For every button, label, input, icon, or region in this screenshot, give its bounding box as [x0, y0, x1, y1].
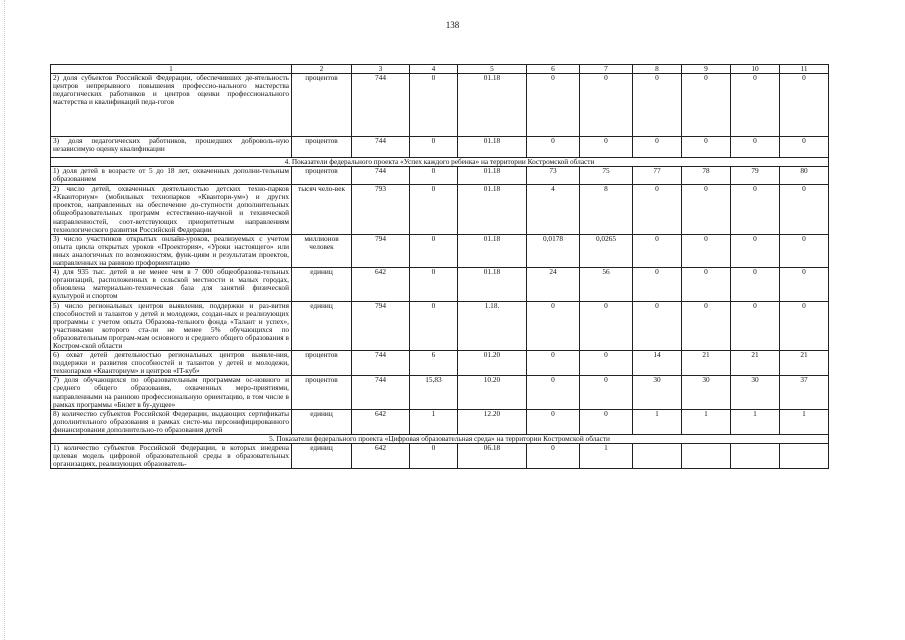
table-row [51, 301, 829, 351]
value-cell: 0 [410, 268, 458, 301]
value-cell: 30 [731, 376, 780, 409]
value-cell: 744 [352, 351, 410, 376]
value-cell: 56 [580, 268, 633, 301]
indicator-name-cell: 6) охват детей деятельностью региональных центров выявле-ния, поддержки и развития способностей и талантов у детей и молодежи, технопарков «Кванториум» и центров «IT-куб» [51, 351, 292, 376]
value-cell: 744 [352, 376, 410, 409]
value-cell: 0 [682, 137, 731, 158]
value-cell: 0 [410, 444, 458, 469]
value-cell: 06.18 [458, 444, 527, 469]
value-cell: 0 [527, 74, 580, 137]
value-cell: 21 [731, 351, 780, 376]
value-cell: 78 [682, 167, 731, 185]
value-cell: 642 [352, 444, 410, 469]
value-cell: 642 [352, 409, 410, 434]
value-cell: 8 [580, 185, 633, 235]
table-row [51, 351, 829, 376]
value-cell: 793 [352, 185, 410, 235]
table-row [51, 234, 829, 267]
unit-cell: миллионов человек [292, 234, 352, 267]
value-cell: 1 [780, 409, 829, 434]
indicator-name-cell: 1) доля детей в возрасте от 5 до 18 лет, охваченных дополни-тельным образованием [51, 167, 292, 185]
value-cell: 0 [682, 185, 731, 235]
value-cell: 0 [731, 268, 780, 301]
table-row [51, 74, 829, 137]
table-row [51, 376, 829, 409]
value-cell: 0 [410, 137, 458, 158]
header-cell: 8 [633, 65, 682, 74]
header-cell: 11 [780, 65, 829, 74]
value-cell [780, 444, 829, 469]
value-cell: 0 [633, 185, 682, 235]
value-cell: 80 [780, 167, 829, 185]
value-cell: 0,0178 [527, 234, 580, 267]
value-cell: 0 [410, 74, 458, 137]
value-cell: 642 [352, 268, 410, 301]
value-cell: 0 [780, 185, 829, 235]
value-cell: 0 [527, 409, 580, 434]
table-body [51, 65, 829, 469]
value-cell: 0 [780, 137, 829, 158]
indicator-name-cell: 4) для 935 тыс. детей в не менее чем в 7 000 общеобразова-тельных организаций, расположенных в сельской местности и малых городах, обновлена материально-техническая база для занятий физической культурой и спортом [51, 268, 292, 301]
value-cell: 01.18 [458, 185, 527, 235]
value-cell: 1 [580, 444, 633, 469]
value-cell: 0 [410, 185, 458, 235]
value-cell: 794 [352, 301, 410, 351]
scan-edge [4, 0, 7, 640]
value-cell: 0 [410, 167, 458, 185]
unit-cell: единиц [292, 444, 352, 469]
value-cell: 0 [633, 137, 682, 158]
value-cell: 0 [580, 74, 633, 137]
value-cell [731, 444, 780, 469]
value-cell: 0 [780, 268, 829, 301]
value-cell: 75 [580, 167, 633, 185]
value-cell: 0 [731, 234, 780, 267]
value-cell: 21 [780, 351, 829, 376]
table-row [51, 137, 829, 158]
header-cell: 9 [682, 65, 731, 74]
value-cell: 1.18. [458, 301, 527, 351]
value-cell: 73 [527, 167, 580, 185]
value-cell: 01.18 [458, 268, 527, 301]
value-cell: 0 [731, 74, 780, 137]
section-title: 5. Показатели федерального проекта «Цифровая образовательная среда» на территории Костромской области [51, 435, 829, 444]
value-cell: 1 [410, 409, 458, 434]
value-cell: 12.20 [458, 409, 527, 434]
indicator-name-cell: 2) доля субъектов Российской Федерации, обеспечивших де-ятельность центров непрерывного повышения профессио-нального мастерства педагогических работников и центров оценки профессионального мастерства и квалификаций педа-гогов [51, 74, 292, 137]
value-cell: 79 [731, 167, 780, 185]
indicator-name-cell: 3) число участников открытых онлайн-уроков, реализуемых с учетом опыта цикла открытых уроков «Проектория», «Уроки настоящего» или иных аналогичных по возможностям, функ-циям и результатам проектов, направленных на раннюю профориентацию [51, 234, 292, 267]
value-cell [633, 444, 682, 469]
value-cell: 0 [682, 268, 731, 301]
value-cell: 0 [731, 137, 780, 158]
table-row [51, 444, 829, 469]
unit-cell: процентов [292, 74, 352, 137]
value-cell: 0,0265 [580, 234, 633, 267]
value-cell: 0 [682, 234, 731, 267]
header-cell: 5 [458, 65, 527, 74]
header-cell: 3 [352, 65, 410, 74]
value-cell: 14 [633, 351, 682, 376]
table-row [51, 268, 829, 301]
value-cell: 744 [352, 74, 410, 137]
value-cell: 37 [780, 376, 829, 409]
value-cell: 0 [633, 301, 682, 351]
value-cell: 24 [527, 268, 580, 301]
section-title: 4. Показатели федерального проекта «Успех каждого ребенка» на территории Костромской области [51, 158, 829, 167]
indicator-name-cell: 7) доля обучающихся по образовательным программам ос-новного и среднего общего образования, охваченных меро-приятиями, направленными на раннюю профессиональную ориентацию, в том числе в рамках программы «Билет в бу-дущее» [51, 376, 292, 409]
value-cell: 01.20 [458, 351, 527, 376]
unit-cell: единиц [292, 301, 352, 351]
value-cell: 0 [780, 74, 829, 137]
value-cell: 01.18 [458, 167, 527, 185]
value-cell: 01.18 [458, 74, 527, 137]
value-cell: 794 [352, 234, 410, 267]
value-cell: 1 [633, 409, 682, 434]
section-title-row [51, 435, 829, 444]
value-cell: 0 [780, 301, 829, 351]
value-cell: 77 [633, 167, 682, 185]
indicator-name-cell: 1) количество субъектов Российской Федерации, в которых внедрена целевая модель цифровой образовательной среды в образовательных организациях, реализующих образователь- [51, 444, 292, 469]
value-cell: 6 [410, 351, 458, 376]
table-row [51, 167, 829, 185]
value-cell: 0 [410, 234, 458, 267]
value-cell: 01.18 [458, 234, 527, 267]
page-number: 138 [445, 20, 460, 30]
value-cell: 1 [731, 409, 780, 434]
value-cell: 0 [780, 234, 829, 267]
value-cell: 0 [580, 409, 633, 434]
indicator-table-container [50, 64, 828, 469]
value-cell: 0 [731, 185, 780, 235]
header-row [51, 65, 829, 74]
unit-cell: тысяч чело-век [292, 185, 352, 235]
value-cell: 21 [682, 351, 731, 376]
header-cell: 2 [292, 65, 352, 74]
indicator-name-cell: 5) число региональных центров выявления, поддержки и раз-вития способностей и талантов у детей и молодежи, создан-ных и реализующих программы с учетом опыта Образова-тельного фонда «Талант и успех», участниками которого ста-ли не менее 5% обучающихся по образовательным програм-мам основного и среднего общего образования в Костром-ской области [51, 301, 292, 351]
value-cell: 0 [527, 351, 580, 376]
table-row [51, 409, 829, 434]
value-cell: 0 [633, 268, 682, 301]
value-cell: 744 [352, 137, 410, 158]
header-cell: 1 [51, 65, 292, 74]
value-cell: 30 [682, 376, 731, 409]
indicator-table [50, 64, 829, 469]
value-cell: 30 [633, 376, 682, 409]
table-row [51, 185, 829, 235]
unit-cell: процентов [292, 167, 352, 185]
value-cell: 0 [633, 74, 682, 137]
value-cell: 01.18 [458, 137, 527, 158]
value-cell: 1 [682, 409, 731, 434]
header-cell: 4 [410, 65, 458, 74]
indicator-name-cell: 8) количество субъектов Российской Федерации, выдающих сертификаты дополнительного образования в рамках систе-мы персонифицированного финансирования дополнительно-го образования детей [51, 409, 292, 434]
value-cell: 0 [682, 74, 731, 137]
unit-cell: процентов [292, 376, 352, 409]
value-cell: 0 [527, 376, 580, 409]
unit-cell: единиц [292, 409, 352, 434]
value-cell: 0 [527, 137, 580, 158]
value-cell: 0 [410, 301, 458, 351]
value-cell: 0 [633, 234, 682, 267]
value-cell: 0 [682, 301, 731, 351]
value-cell: 0 [527, 301, 580, 351]
value-cell: 0 [580, 376, 633, 409]
value-cell: 0 [580, 351, 633, 376]
value-cell [682, 444, 731, 469]
value-cell: 15,83 [410, 376, 458, 409]
indicator-name-cell: 3) доля педагогических работников, прошедших доброволь-ную независимую оценку квалификации [51, 137, 292, 158]
value-cell: 0 [527, 444, 580, 469]
value-cell: 10.20 [458, 376, 527, 409]
value-cell: 0 [731, 301, 780, 351]
value-cell: 0 [580, 301, 633, 351]
indicator-name-cell: 2) число детей, охваченных деятельностью детских техно-парков «Кванториум» (мобильных технопарков «Квантори-ум») и других проектов, направленных на обеспечение до-ступности дополнительных общеобразовательных программ естественно-научной и технической направленностей, соот-ветствующих приоритетным направлениям технологического развития Российской Федерации [51, 185, 292, 235]
value-cell: 4 [527, 185, 580, 235]
value-cell: 744 [352, 167, 410, 185]
unit-cell: процентов [292, 137, 352, 158]
header-cell: 10 [731, 65, 780, 74]
unit-cell: единиц [292, 268, 352, 301]
header-cell: 6 [527, 65, 580, 74]
unit-cell: процентов [292, 351, 352, 376]
header-cell: 7 [580, 65, 633, 74]
value-cell: 0 [580, 137, 633, 158]
section-title-row [51, 158, 829, 167]
